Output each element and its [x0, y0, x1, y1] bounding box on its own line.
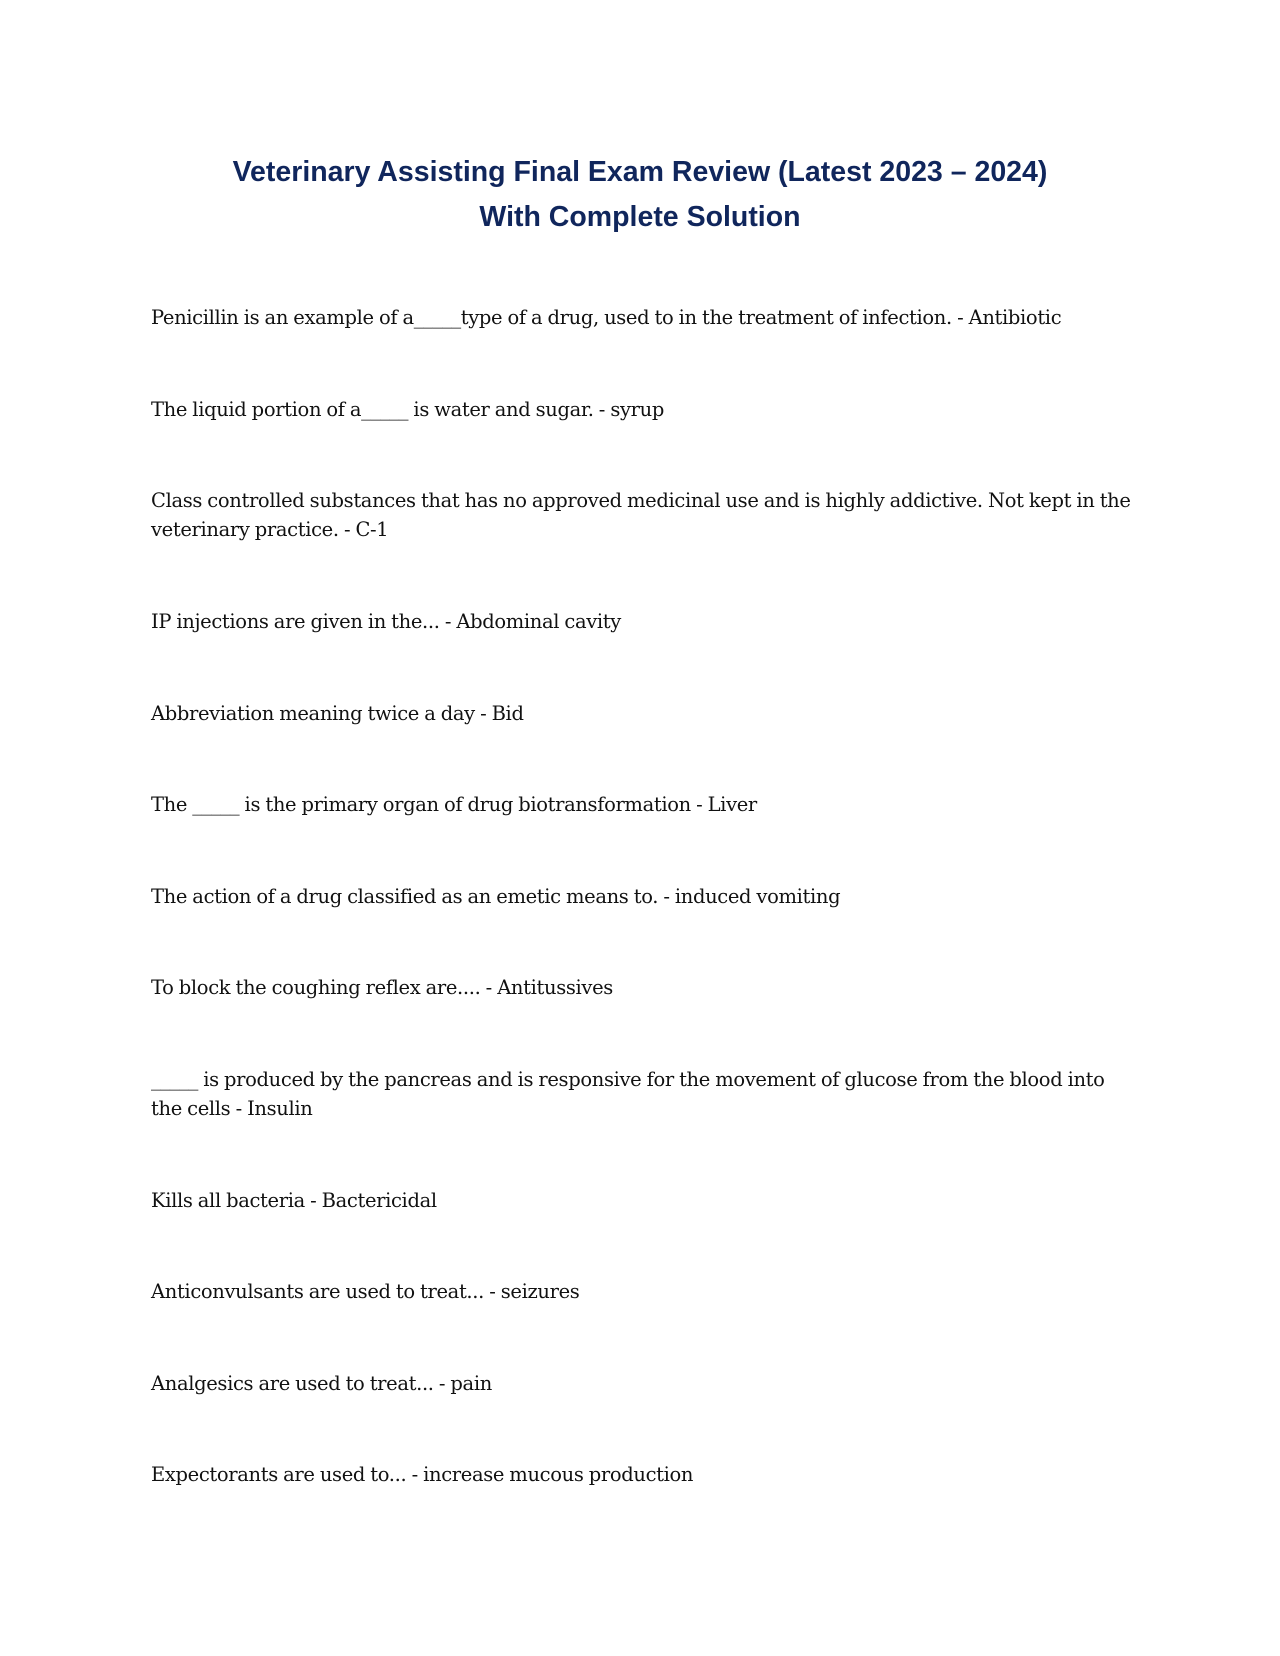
qa-separator: -: [230, 1097, 248, 1120]
question-text: The _____ is the primary organ of drug biotransformation: [151, 793, 691, 816]
question-text: The liquid portion of a_____ is water and sugar.: [151, 398, 594, 421]
qa-item: [151, 303, 1131, 332]
qa-separator: -: [951, 306, 969, 329]
qa-separator: -: [474, 702, 492, 725]
answer-text: increase mucous production: [423, 1463, 694, 1486]
answer-text: Abdominal cavity: [456, 610, 621, 633]
question-text: To block the coughing reflex are....: [151, 976, 481, 999]
answer-text: pain: [450, 1372, 492, 1395]
title-line-1: Veterinary Assisting Final Exam Review (Latest 2023 – 2024): [232, 156, 1048, 188]
qa-item: [151, 1460, 1131, 1489]
qa-item: [151, 607, 1131, 636]
qa-separator: -: [690, 793, 708, 816]
answer-text: C-1: [355, 518, 389, 541]
qa-item: [151, 486, 1131, 544]
question-text: Anticonvulsants are used to treat...: [151, 1280, 484, 1303]
qa-separator: -: [406, 1463, 424, 1486]
qa-separator: -: [433, 1372, 451, 1395]
qa-item: [151, 790, 1131, 819]
qa-separator: -: [338, 518, 356, 541]
qa-item: [151, 1065, 1131, 1123]
qa-separator: -: [304, 1189, 322, 1212]
qa-item: [151, 1277, 1131, 1306]
qa-item: [151, 973, 1131, 1002]
answer-text: Bactericidal: [321, 1189, 437, 1212]
qa-separator: -: [483, 1280, 501, 1303]
qa-item: [151, 1186, 1131, 1215]
question-text: Kills all bacteria: [151, 1189, 305, 1212]
question-text: Class controlled substances that has no approved medicinal use and is highly addictive. Not kept in the veterinary practice.: [151, 489, 1131, 541]
title-line-2: With Complete Solution: [479, 201, 801, 233]
question-text: IP injections are given in the...: [151, 610, 440, 633]
qa-separator: -: [480, 976, 498, 999]
question-text: Penicillin is an example of a_____type of a drug, used to in the treatment of infection.: [151, 306, 952, 329]
question-text: _____ is produced by the pancreas and is responsive for the movement of glucose from the blood into the cells: [151, 1068, 1105, 1120]
qa-item: [151, 699, 1131, 728]
answer-text: Antibiotic: [968, 306, 1062, 329]
answer-text: Liver: [707, 793, 757, 816]
qa-separator: -: [593, 398, 611, 421]
question-text: Abbreviation meaning twice a day: [151, 702, 475, 725]
qa-separator: -: [439, 610, 457, 633]
answer-text: Antitussives: [497, 976, 613, 999]
qa-item: [151, 1369, 1131, 1398]
question-text: The action of a drug classified as an emetic means to.: [151, 885, 659, 908]
qa-separator: -: [658, 885, 675, 908]
question-text: Expectorants are used to...: [151, 1463, 407, 1486]
answer-text: induced vomiting: [674, 885, 841, 908]
answer-text: Insulin: [247, 1097, 313, 1120]
question-text: Analgesics are used to treat...: [151, 1372, 434, 1395]
answer-text: seizures: [500, 1280, 580, 1303]
qa-item: [151, 395, 1131, 424]
document-title: [140, 150, 1140, 240]
qa-item: [151, 882, 1131, 911]
answer-text: Bid: [491, 702, 524, 725]
answer-text: syrup: [610, 398, 664, 421]
